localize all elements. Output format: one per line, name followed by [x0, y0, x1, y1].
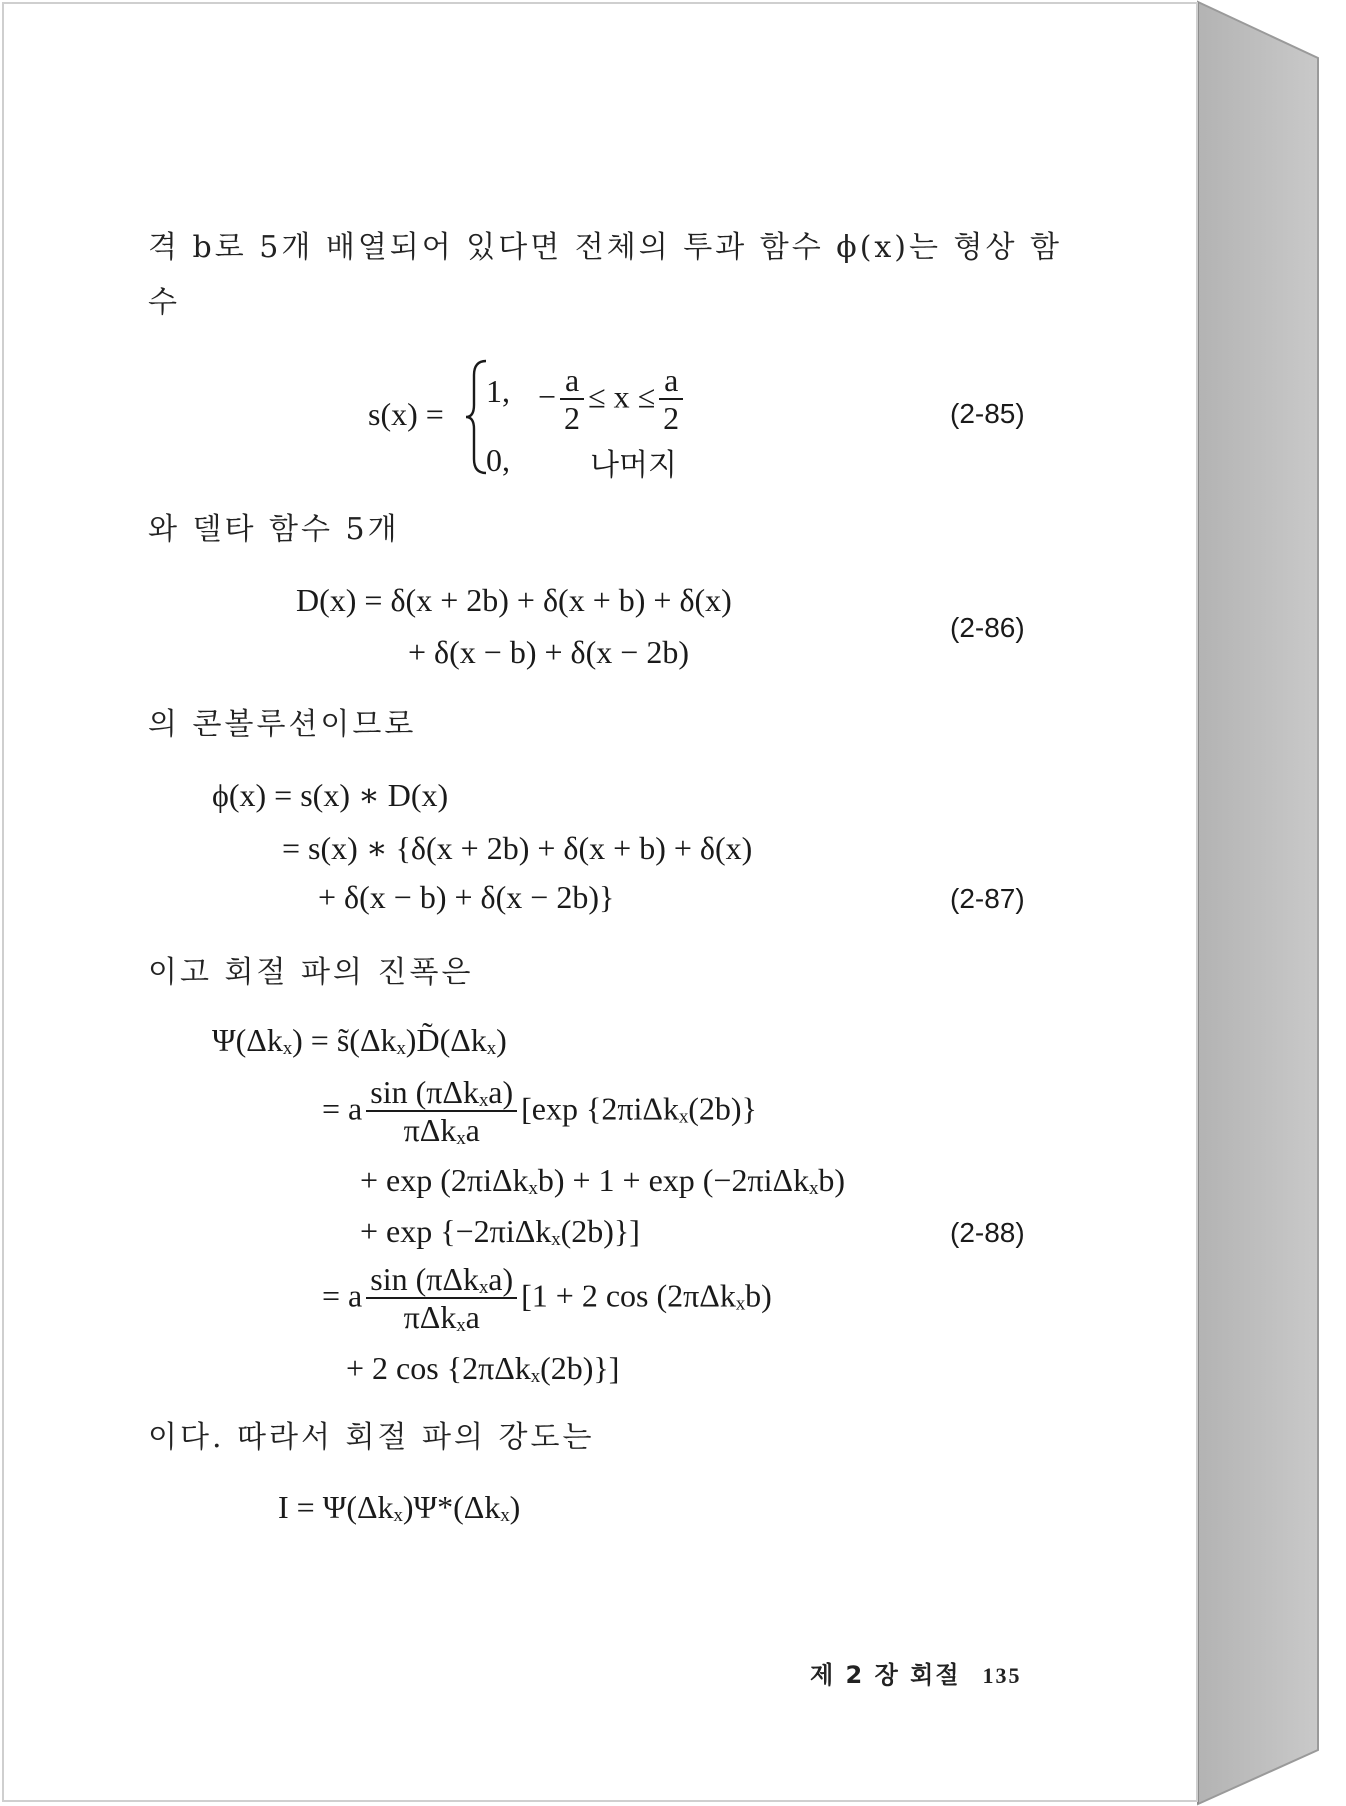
eq-number-2-87: (2-87) — [950, 883, 1025, 914]
eq-2-85-case1-condition — [538, 363, 687, 437]
paragraph-convolution: 의 콘볼루션이므로 — [148, 707, 417, 742]
eq-2-85-frac-right — [659, 363, 683, 437]
eq-2-87-line2: = s(x) ∗ {δ(x + 2b) + δ(x + b) + δ(x) — [282, 830, 753, 866]
eq-number-2-85: (2-85) — [950, 398, 1025, 429]
paragraph-intro-line2: 수 — [148, 285, 180, 320]
eq-2-88-prefix-2: = a — [322, 1277, 363, 1314]
frac-num: sin (πΔkₓa) — [366, 1075, 517, 1112]
eq-2-88-prefix: = a — [322, 1090, 363, 1127]
paragraph-amplitude: 이고 회절 파의 진폭은 — [148, 955, 474, 990]
eq-2-88-line3: + exp (2πiΔkₓb) + 1 + exp (−2πiΔkₓb) — [360, 1162, 846, 1198]
frac-num: a — [560, 363, 584, 400]
paragraph-intensity: 이다. 따라서 회절 파의 강도는 — [148, 1420, 595, 1455]
eq-2-86-line2: + δ(x − b) + δ(x − 2b) — [408, 634, 689, 670]
eq-2-88-line4: + exp {−2πiΔkₓ(2b)}] — [360, 1213, 640, 1249]
frac-den: 2 — [564, 400, 581, 437]
eq-2-85-case2-condition: 나머지 — [590, 448, 677, 483]
frac-num: a — [659, 363, 683, 400]
footer-chapter: 제 2 장 회절 — [810, 1661, 961, 1689]
paragraph-intro-line1: 격 b로 5개 배열되어 있다면 전체의 투과 함수 ϕ(x)는 형상 함 — [148, 230, 1063, 265]
frac-den: 2 — [663, 400, 680, 437]
paragraph-delta: 와 델타 함수 5개 — [148, 512, 400, 547]
frac-den: πΔkₓa — [403, 1299, 480, 1336]
eq-intensity: I = Ψ(Δkₓ)Ψ*(Δkₓ) — [278, 1489, 521, 1525]
eq-2-87-line1: ϕ(x) = s(x) ∗ D(x) — [212, 777, 449, 813]
eq-2-87-line3: + δ(x − b) + δ(x − 2b)} — [318, 879, 615, 915]
eq-2-86-line1: D(x) = δ(x + 2b) + δ(x + b) + δ(x) — [296, 582, 732, 618]
eq-2-85-minus: − — [538, 378, 557, 415]
frac-num: sin (πΔkₓa) — [366, 1262, 517, 1299]
eq-2-88-line5 — [322, 1262, 772, 1336]
page-footer — [810, 1655, 1022, 1690]
eq-2-88-line1: Ψ(Δkₓ) = s̃(Δkₓ)D̃(Δkₓ) — [212, 1022, 507, 1058]
page-number: 135 — [982, 1663, 1022, 1688]
eq-2-88-line6: + 2 cos {2πΔkₓ(2b)}] — [346, 1350, 620, 1386]
eq-2-85-case1-value: 1, — [486, 373, 510, 409]
eq-2-88-suffix-2: [1 + 2 cos (2πΔkₓb) — [521, 1277, 772, 1314]
eq-2-88-frac — [366, 1075, 517, 1149]
eq-2-85-frac-left — [560, 363, 584, 437]
eq-2-88-line2 — [322, 1075, 757, 1149]
eq-number-2-86: (2-86) — [950, 612, 1025, 643]
eq-number-2-88: (2-88) — [950, 1217, 1025, 1248]
eq-2-88-suffix: [exp {2πiΔkₓ(2b)} — [521, 1090, 757, 1127]
eq-2-85-case2-value: 0, — [486, 442, 510, 478]
eq-2-85-lhs: s(x) = — [368, 396, 444, 432]
eq-2-85-inequality: ≤ x ≤ — [588, 378, 656, 415]
frac-den: πΔkₓa — [403, 1112, 480, 1149]
eq-2-88-frac-2 — [366, 1262, 517, 1336]
